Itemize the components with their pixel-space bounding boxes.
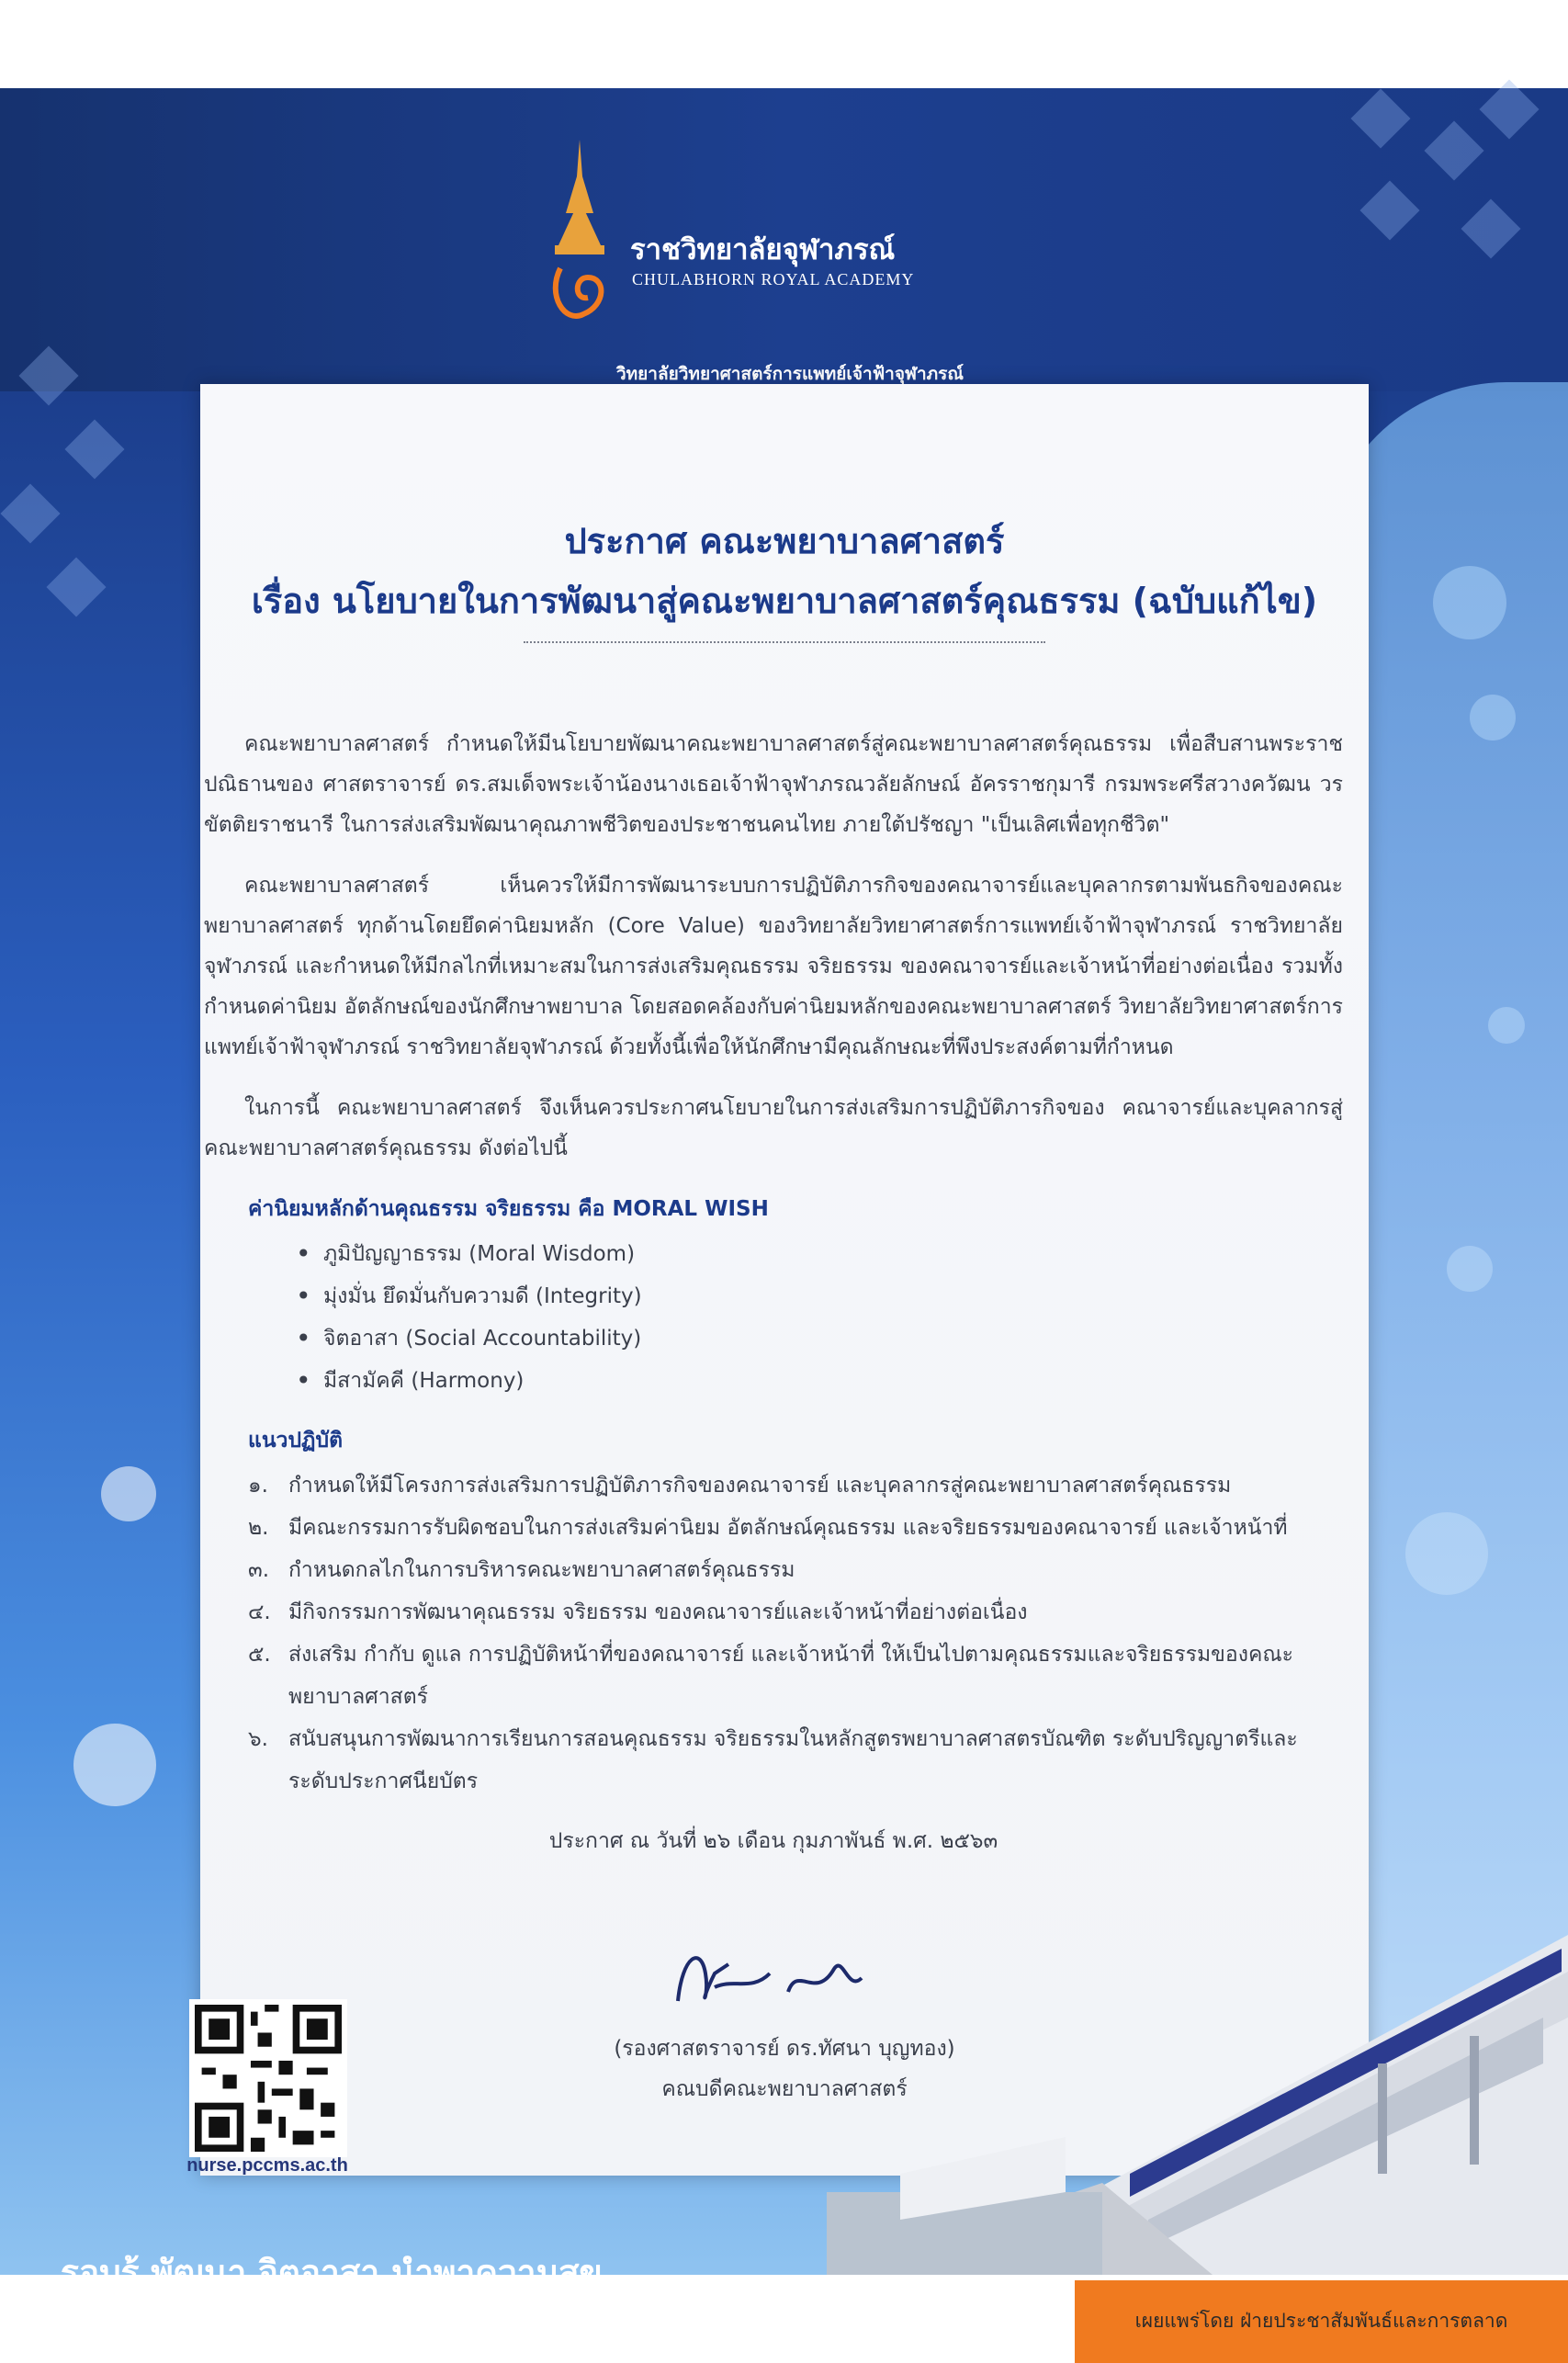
item-number: ๒. [248, 1516, 269, 1540]
institution-name-th: ราชวิทยาลัยจุฬาภรณ์ [630, 233, 896, 266]
list-item: • มีสามัคคี (Harmony) [296, 1360, 1343, 1402]
motto: รอบรู้ พัฒนา จิตอาสา นำพาความสุข [61, 2253, 603, 2292]
announce-date: ประกาศ ณ วันที่ ๒๖ เดือน กุมภาพันธ์ พ.ศ. ๒๕๖๓ [548, 1829, 998, 1853]
page-title: ประกาศ คณะพยาบาลศาสตร์ [564, 521, 1005, 561]
item-number: ๓. [248, 1558, 270, 1582]
list-item [248, 1591, 1343, 1634]
item-text: สนับสนุนการพัฒนาการเรียนการสอนคุณธรรม จริยธรรมในหลักสูตรพยาบาลศาสตรบัณฑิต ระดับปริญญาตรีและระดับประกาศนียบัตร [288, 1727, 1298, 1793]
qr-code-icon[interactable] [189, 1999, 347, 2157]
list-item [248, 1549, 1343, 1591]
list-item [248, 1634, 1343, 1718]
list-item: • มุ่งมั่น ยึดมั่นกับความดี (Integrity) [296, 1275, 1343, 1317]
announcement-body [204, 724, 1343, 1861]
item-text: กำหนดกลไกในการบริหารคณะพยาบาลศาสตร์คุณธรรม [288, 1558, 795, 1582]
institution-name-en: CHULABHORN ROYAL ACADEMY [632, 270, 915, 288]
poster-background [0, 88, 1568, 2332]
list-item [248, 1507, 1343, 1549]
item-text: ส่งเสริม กำกับ ดูแล การปฏิบัติหน้าที่ของคณาจารย์ และเจ้าหน้าที่ ให้เป็นไปตามคุณธรรมและจริยธรรมของคณะพยาบาลศาสตร์ [288, 1643, 1294, 1709]
item-number: ๕. [248, 1643, 271, 1667]
item-number: ๔. [248, 1600, 271, 1624]
item-text: มีกิจกรรมการพัฒนาคุณธรรม จริยธรรม ของคณาจารย์และเจ้าหน้าที่อย่างต่อเนื่อง [288, 1600, 1028, 1624]
values-heading: ค่านิยมหลักด้านคุณธรรม จริยธรรม คือ MORAL WISH [248, 1197, 769, 1221]
item-number: ๑. [248, 1474, 268, 1498]
paragraph: คณะพยาบาลศาสตร์ เห็นควรให้มีการพัฒนาระบบการปฏิบัติภารกิจของคณาจารย์และบุคลากรตามพันธกิจของคณะพยาบาลศาสตร์ ทุกด้านโดยยึดค่านิยมหลัก (Core Value) ของวิทยาลัยวิทยาศาสตร์การแพทย์เจ้าฟ้าจุฬาภรณ์ ราชวิทยาลัยจุฬาภรณ์ และกำหนดให้มีกลไกที่เหมาะสมในการส่งเสริมคุณธรรม จริยธรรม ของคณาจารย์และเจ้าหน้าที่อย่างต่อเนื่อง รวมทั้งกำหนดค่านิยม อัตลักษณ์ของนักศึกษาพยาบาล โดยสอดคล้องกับค่านิยมหลักของคณะพยาบาลศาสตร์ วิทยาลัยวิทยาศาสตร์การแพทย์เจ้าฟ้าจุฬาภรณ์ ราชวิทยาลัยจุฬาภรณ์ ด้วยทั้งนี้เพื่อให้นักศึกษามีคุณลักษณะที่พึงประสงค์ตามที่กำหนด [204, 874, 1343, 1059]
item-text: กำหนดให้มีโครงการส่งเสริมการปฏิบัติภารกิจของคณาจารย์ และบุคลากรสู่คณะพยาบาลศาสตร์คุณธรรม [288, 1474, 1232, 1498]
signer-name: (รองศาสตราจารย์ ดร.ทัศนา บุญทอง) [614, 2037, 955, 2061]
list-item [248, 1464, 1343, 1507]
paragraph: คณะพยาบาลศาสตร์ กำหนดให้มีนโยบายพัฒนาคณะพยาบาลศาสตร์สู่คณะพยาบาลศาสตร์คุณธรรม เพื่อสืบสานพระราชปณิธานของ ศาสตราจารย์ ดร.สมเด็จพระเจ้าน้องนางเธอเจ้าฟ้าจุฬาภรณวลัยลักษณ์ อัครราชกุมารี กรมพระศรีสวางควัฒน วรขัตติยราชนารี ในการส่งเสริมพัฒนาคุณภาพชีวิตของประชาชนคนไทย ภายใต้ปรัชญา "เป็นเลิศเพื่อทุกชีวิต" [204, 732, 1343, 837]
item-number: ๖. [248, 1727, 268, 1751]
signer-title: คณบดีคณะพยาบาลศาสตร์ [661, 2077, 908, 2101]
decor-bokeh [101, 1466, 156, 1521]
practice-list [204, 1464, 1343, 1803]
publisher-banner [1075, 2280, 1568, 2363]
building-photo [827, 1788, 1568, 2275]
practice-heading: แนวปฏิบัติ [248, 1429, 344, 1453]
title-divider [524, 641, 1045, 643]
values-list [204, 1233, 1343, 1402]
list-item: • ภูมิปัญญาธรรม (Moral Wisdom) [296, 1233, 1343, 1275]
publisher-text: เผยแพร่โดย ฝ่ายประชาสัมพันธ์และการตลาด [1134, 2310, 1508, 2332]
paragraph: ในการนี้ คณะพยาบาลศาสตร์ จึงเห็นควรประกาศนโยบายในการส่งเสริมการปฏิบัติภารกิจของ คณาจารย์และบุคลากรสู่คณะพยาบาลศาสตร์คุณธรรม ดังต่อไปนี้ [204, 1096, 1343, 1160]
list-item: • จิตอาสา (Social Accountability) [296, 1317, 1343, 1360]
website-url[interactable]: nurse.pccms.ac.th [186, 2155, 348, 2176]
decor-bokeh [73, 1724, 156, 1806]
page-subtitle: เรื่อง นโยบายในการพัฒนาสู่คณะพยาบาลศาสตร์คุณธรรม (ฉบับแก้ไข) [251, 581, 1318, 621]
decor-diamond [46, 557, 106, 616]
institution-logo [542, 140, 1038, 415]
college-name-th: วิทยาลัยวิทยาศาสตร์การแพทย์เจ้าฟ้าจุฬาภรณ์ [615, 364, 964, 384]
item-text: มีคณะกรรมการรับผิดชอบในการส่งเสริมค่านิยม อัตลักษณ์คุณธรรม และจริยธรรมของคณาจารย์ และเจ้าหน้าที่ [288, 1516, 1288, 1540]
crown-emblem-icon [542, 140, 617, 333]
decor-diamond [64, 419, 124, 479]
decor-diamond [0, 483, 60, 543]
